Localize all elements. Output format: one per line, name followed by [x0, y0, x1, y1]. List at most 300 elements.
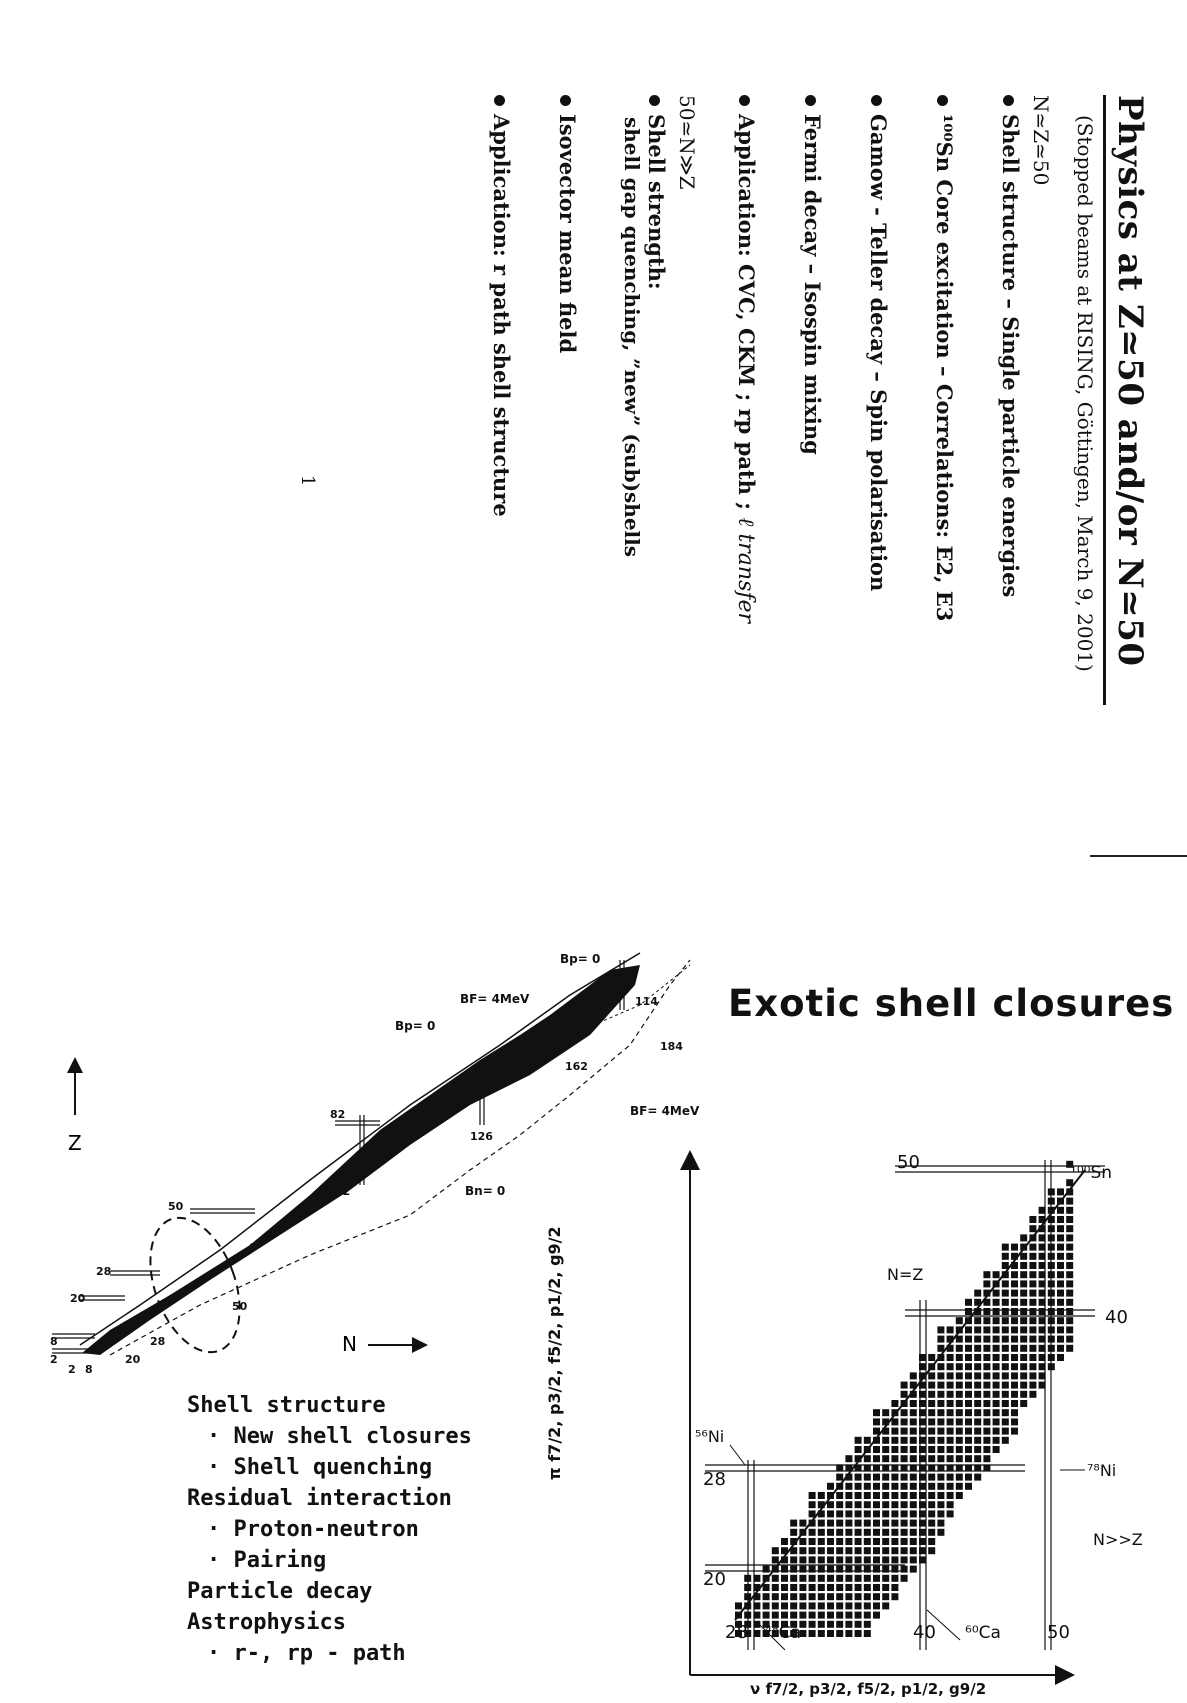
nucleus-cell — [772, 1602, 779, 1609]
nucleus-cell — [974, 1336, 981, 1343]
nucleus-cell — [937, 1529, 944, 1536]
section-heading-nz: N≃Z≃50 — [1029, 95, 1053, 186]
nucleus-cell — [956, 1317, 963, 1324]
bullet-icon — [739, 95, 750, 106]
nucleus-cell — [965, 1363, 972, 1370]
nucleus-cell — [1057, 1271, 1064, 1278]
nucleus-cell — [983, 1280, 990, 1287]
n-axis-label: N — [342, 1332, 357, 1356]
nucleus-cell — [818, 1584, 825, 1591]
nucleus-cell — [809, 1602, 816, 1609]
nucleus-cell — [809, 1612, 816, 1619]
nucleus-cell — [891, 1520, 898, 1527]
nucleus-cell — [956, 1400, 963, 1407]
label-n-equals-z: N=Z — [887, 1265, 924, 1284]
nucleus-cell — [1066, 1336, 1073, 1343]
nucleus-cell — [1029, 1326, 1036, 1333]
nucleus-cell — [947, 1326, 954, 1333]
nucleus-cell — [928, 1529, 935, 1536]
nucleus-cell — [974, 1437, 981, 1444]
nucleus-cell — [827, 1575, 834, 1582]
nucleus-cell — [864, 1547, 871, 1554]
nucleus-cell — [974, 1372, 981, 1379]
n-magic-20: 20 — [125, 1353, 141, 1366]
x-axis-title: ν f7/2, p3/2, f5/2, p1/2, g9/2 — [750, 1680, 987, 1698]
nucleus-cell — [983, 1428, 990, 1435]
n-magic-28: 28 — [150, 1335, 166, 1348]
nucleus-cell — [974, 1428, 981, 1435]
nucleus-cell — [983, 1437, 990, 1444]
nucleus-cell — [1002, 1345, 1009, 1352]
nucleus-cell — [937, 1474, 944, 1481]
nucleus-cell — [1029, 1299, 1036, 1306]
nucleus-cell — [1020, 1372, 1027, 1379]
nucleus-cell — [983, 1446, 990, 1453]
nucleus-cell — [1020, 1308, 1027, 1315]
nucleus-cell — [928, 1354, 935, 1361]
nucleus-cell — [855, 1630, 862, 1637]
nucleus-cell — [864, 1630, 871, 1637]
nucleus-cell — [947, 1483, 954, 1490]
nucleus-cell — [1066, 1244, 1073, 1251]
nucleus-cell — [993, 1326, 1000, 1333]
nucleus-cell — [983, 1326, 990, 1333]
nucleus-cell — [864, 1474, 871, 1481]
nucleus-cell — [1002, 1382, 1009, 1389]
nucleus-cell — [937, 1400, 944, 1407]
nucleus-cell — [855, 1602, 862, 1609]
nucleus-cell — [873, 1510, 880, 1517]
nucleus-cell — [928, 1382, 935, 1389]
nucleus-cell — [882, 1593, 889, 1600]
nucleus-cell — [993, 1290, 1000, 1297]
nucleus-cell — [855, 1547, 862, 1554]
nucleus-cell — [873, 1612, 880, 1619]
nucleus-cell — [1011, 1317, 1018, 1324]
nucleus-cell — [781, 1575, 788, 1582]
nucleus-cell — [1011, 1428, 1018, 1435]
nucleus-cell — [1020, 1336, 1027, 1343]
nucleus-cell — [1066, 1225, 1073, 1232]
z-magic-28: 28 — [96, 1265, 112, 1278]
nucleus-cell — [818, 1547, 825, 1554]
nucleus-cell — [873, 1455, 880, 1462]
nucleus-cell — [845, 1621, 852, 1628]
nucleus-cell — [928, 1428, 935, 1435]
nucleus-cell — [1011, 1308, 1018, 1315]
nucleus-cell — [983, 1363, 990, 1370]
nucleus-cell — [1066, 1234, 1073, 1241]
nucleus-cell — [845, 1455, 852, 1462]
nucleus-cell — [799, 1538, 806, 1545]
nucleus-cell — [1066, 1326, 1073, 1333]
nucleus-cell — [891, 1510, 898, 1517]
nucleus-cell — [809, 1621, 816, 1628]
nucleus-cell — [1011, 1271, 1018, 1278]
label-60ca: ⁶⁰Ca — [965, 1623, 1001, 1643]
nucleus-cell — [910, 1446, 917, 1453]
nucleus-cell — [855, 1446, 862, 1453]
nucleus-cell — [882, 1501, 889, 1508]
nucleus-cell — [1020, 1299, 1027, 1306]
nucleus-cell — [790, 1556, 797, 1563]
page-divider — [1090, 855, 1187, 857]
nucleus-cell — [1029, 1382, 1036, 1389]
nucleus-cell — [836, 1584, 843, 1591]
nucleus-cell — [827, 1547, 834, 1554]
shell-strength-detail: shell gap quenching, ”new” (sub)shells — [620, 117, 644, 558]
nucleus-cell — [864, 1455, 871, 1462]
nucleus-cell — [901, 1437, 908, 1444]
nucleus-cell — [836, 1547, 843, 1554]
nucleus-cell — [873, 1446, 880, 1453]
nucleus-cell — [1020, 1400, 1027, 1407]
nucleus-cell — [1029, 1372, 1036, 1379]
nucleus-cell — [882, 1474, 889, 1481]
nucleus-cell — [965, 1400, 972, 1407]
nucleus-cell — [965, 1409, 972, 1416]
nucleus-cell — [845, 1584, 852, 1591]
nucleus-cell — [763, 1584, 770, 1591]
nucleus-cell — [1029, 1308, 1036, 1315]
nucleus-cell — [1066, 1253, 1073, 1260]
nucleus-cell — [1011, 1409, 1018, 1416]
bullet-item: ¹⁰⁰Sn Core excitation – Correlations: E2, E3 — [932, 95, 957, 875]
nucleus-cell — [983, 1400, 990, 1407]
nucleus-cell — [993, 1271, 1000, 1278]
nucleus-cell — [836, 1621, 843, 1628]
nucleus-cell — [891, 1437, 898, 1444]
nucleus-cell — [790, 1612, 797, 1619]
nucleus-cell — [845, 1612, 852, 1619]
nucleus-cell — [1011, 1354, 1018, 1361]
nucleus-cell — [1066, 1280, 1073, 1287]
nucleus-cell — [965, 1372, 972, 1379]
n-magic-184: 184 — [660, 1040, 683, 1053]
nucleus-cell — [781, 1584, 788, 1591]
nucleus-cell — [928, 1437, 935, 1444]
nucleus-cell — [818, 1492, 825, 1499]
nucleus-cell — [864, 1612, 871, 1619]
nucleus-cell — [1020, 1262, 1027, 1269]
nucleus-cell — [965, 1455, 972, 1462]
nucleus-cell — [1002, 1299, 1009, 1306]
nucleus-cell — [901, 1492, 908, 1499]
nucleus-cell — [891, 1593, 898, 1600]
nucleus-cell — [1011, 1299, 1018, 1306]
nucleus-cell — [1057, 1216, 1064, 1223]
nucleus-cell — [1011, 1290, 1018, 1297]
nucleus-cell — [891, 1547, 898, 1554]
nucleus-cell — [873, 1575, 880, 1582]
nucleus-cell — [836, 1492, 843, 1499]
nucleus-cell — [965, 1391, 972, 1398]
nucleus-cell — [1057, 1280, 1064, 1287]
nucleus-cell — [827, 1602, 834, 1609]
bullet-item-application: Application: CVC, CKM ; rp path ; ℓ transfer — [733, 95, 759, 875]
nucleus-cell — [855, 1612, 862, 1619]
nucleus-cell — [947, 1354, 954, 1361]
nucleus-cell — [873, 1492, 880, 1499]
nucleus-cell — [937, 1501, 944, 1508]
nucleus-cell — [855, 1520, 862, 1527]
nucleus-cell — [864, 1593, 871, 1600]
nucleus-cell — [781, 1593, 788, 1600]
nucleus-cell — [891, 1474, 898, 1481]
nucleus-cell — [1002, 1317, 1009, 1324]
z-tick-20: 20 — [703, 1569, 726, 1590]
nucleus-cell — [947, 1418, 954, 1425]
nucleus-cell — [873, 1418, 880, 1425]
nucleus-cell — [937, 1382, 944, 1389]
nucleus-cell — [772, 1593, 779, 1600]
nucleus-cell — [1029, 1253, 1036, 1260]
nucleus-cell — [910, 1455, 917, 1462]
bullet-item-shell-strength: Shell strength: — [644, 95, 669, 875]
nucleus-cell — [799, 1593, 806, 1600]
nucleus-cell — [1057, 1336, 1064, 1343]
nucleus-cell — [891, 1575, 898, 1582]
bullet-item: Gamow - Teller decay – Spin polarisation — [866, 95, 891, 875]
nucleus-cell — [910, 1538, 917, 1545]
nucleus-cell — [1011, 1244, 1018, 1251]
nucleus-cell — [790, 1584, 797, 1591]
nucleus-cell — [993, 1437, 1000, 1444]
nucleus-cell — [1020, 1326, 1027, 1333]
nucleus-cell — [1029, 1290, 1036, 1297]
nucleus-cell — [882, 1602, 889, 1609]
n-magic-162: 162 — [565, 1060, 588, 1073]
nucleus-cell — [947, 1446, 954, 1453]
nucleus-cell — [873, 1483, 880, 1490]
nucleus-cell — [1066, 1207, 1073, 1214]
nucleus-cell — [1057, 1354, 1064, 1361]
nucleus-cell — [947, 1382, 954, 1389]
nucleus-cell — [882, 1520, 889, 1527]
nucleus-cell — [809, 1547, 816, 1554]
nucleus-cell — [993, 1382, 1000, 1389]
nucleus-cell — [882, 1455, 889, 1462]
nucleus-cell — [864, 1437, 871, 1444]
nucleus-cell — [799, 1520, 806, 1527]
nucleus-cell — [864, 1602, 871, 1609]
nucleus-cell — [928, 1400, 935, 1407]
nucleus-cell — [827, 1529, 834, 1536]
nucleus-cell — [809, 1501, 816, 1508]
nucleus-cell — [910, 1566, 917, 1573]
nucleus-cell — [873, 1538, 880, 1545]
nucleus-cell — [855, 1492, 862, 1499]
nucleus-cell — [937, 1418, 944, 1425]
list-item: Astrophysics — [187, 1610, 346, 1635]
nucleus-cell — [965, 1345, 972, 1352]
nucleus-cell — [983, 1418, 990, 1425]
nucleus-cell — [818, 1593, 825, 1600]
nucleus-cell — [947, 1437, 954, 1444]
nucleus-cell — [827, 1612, 834, 1619]
nucleus-cell — [864, 1621, 871, 1628]
nucleus-cell — [956, 1428, 963, 1435]
nucleus-cell — [901, 1382, 908, 1389]
nucleus-cell — [864, 1584, 871, 1591]
shell-region-chart — [665, 1152, 1143, 1680]
nucleus-cell — [1057, 1207, 1064, 1214]
nucleus-cell — [781, 1602, 788, 1609]
nucleus-cell — [845, 1483, 852, 1490]
nucleus-cell — [799, 1547, 806, 1554]
nucleus-cell — [836, 1510, 843, 1517]
z-magic-2: 2 — [50, 1353, 58, 1366]
page-title: Physics at Z≃50 and/or N≃50 — [1110, 95, 1150, 667]
nucleus-cell — [1011, 1336, 1018, 1343]
z-magic-20: 20 — [70, 1292, 86, 1305]
z-tick-28: 28 — [703, 1469, 726, 1490]
rotated-text-block — [270, 95, 1150, 875]
nucleus-cell — [965, 1326, 972, 1333]
bullet-icon — [560, 95, 571, 106]
nucleus-cell — [993, 1446, 1000, 1453]
n-tick-28: 28 — [725, 1622, 748, 1643]
nucleus-cell — [827, 1483, 834, 1490]
nucleus-cell — [809, 1593, 816, 1600]
nucleus-cell — [965, 1446, 972, 1453]
nucleus-cell — [910, 1547, 917, 1554]
nucleus-cell — [1002, 1280, 1009, 1287]
nucleus-cell — [855, 1529, 862, 1536]
bullet-icon — [805, 95, 816, 106]
nucleus-cell — [956, 1409, 963, 1416]
nucleus-cell — [790, 1520, 797, 1527]
nucleus-cell — [956, 1336, 963, 1343]
nucleus-cell — [790, 1575, 797, 1582]
label-78ni: ⁷⁸Ni — [1087, 1461, 1117, 1480]
nucleus-cell — [974, 1409, 981, 1416]
nucleus-cell — [928, 1483, 935, 1490]
nucleus-cell — [763, 1612, 770, 1619]
nucleus-cell — [891, 1446, 898, 1453]
nucleus-cell — [1029, 1345, 1036, 1352]
label-bf-right: BF= 4MeV — [630, 1104, 700, 1118]
nucleus-cell — [827, 1501, 834, 1508]
nucleus-cell — [901, 1529, 908, 1536]
nucleus-cell — [882, 1575, 889, 1582]
nucleus-cell — [983, 1372, 990, 1379]
nucleus-cell — [956, 1418, 963, 1425]
nucleus-cell — [901, 1409, 908, 1416]
nucleus-cell — [965, 1299, 972, 1306]
nucleus-cell — [1020, 1271, 1027, 1278]
bullet-item: Application: r path shell structure — [489, 95, 514, 875]
nucleus-cell — [891, 1584, 898, 1591]
nucleus-cell — [1020, 1363, 1027, 1370]
nucleus-cell — [928, 1391, 935, 1398]
nucleus-cell — [947, 1409, 954, 1416]
nucleus-cell — [901, 1455, 908, 1462]
nucleus-cell — [1002, 1253, 1009, 1260]
nucleus-cell — [1002, 1409, 1009, 1416]
nucleus-cell — [1029, 1271, 1036, 1278]
nucleus-cell — [873, 1409, 880, 1416]
nucleus-cell — [1011, 1372, 1018, 1379]
nucleus-cell — [845, 1520, 852, 1527]
nucleus-cell — [1029, 1317, 1036, 1324]
nucleus-cell — [1002, 1308, 1009, 1315]
nucleus-cell — [947, 1363, 954, 1370]
nucleus-cell — [781, 1538, 788, 1545]
nucleus-cell — [772, 1584, 779, 1591]
nucleus-cell — [910, 1556, 917, 1563]
nucleus-cell — [1029, 1391, 1036, 1398]
nucleus-cell — [956, 1483, 963, 1490]
nucleus-cell — [1002, 1428, 1009, 1435]
nucleus-cell — [790, 1602, 797, 1609]
nucleus-cell — [882, 1492, 889, 1499]
page-number: 1 — [297, 475, 318, 487]
label-bn0: Bn= 0 — [465, 1184, 506, 1198]
nucleus-cell — [772, 1556, 779, 1563]
nuclide-chart — [50, 945, 770, 1376]
nucleus-cell — [855, 1483, 862, 1490]
nucleus-cell — [901, 1474, 908, 1481]
nucleus-cell — [956, 1363, 963, 1370]
nucleus-cell — [882, 1510, 889, 1517]
nucleus-cell — [974, 1391, 981, 1398]
nucleus-cell — [993, 1317, 1000, 1324]
nucleus-cell — [956, 1382, 963, 1389]
nucleus-cell — [1057, 1234, 1064, 1241]
nucleus-cell — [891, 1529, 898, 1536]
nucleus-cell — [864, 1501, 871, 1508]
nucleus-cell — [928, 1547, 935, 1554]
nucleus-cell — [1029, 1262, 1036, 1269]
nucleus-cell — [993, 1345, 1000, 1352]
nucleus-cell — [947, 1455, 954, 1462]
nucleus-cell — [1011, 1400, 1018, 1407]
nucleus-cell — [1002, 1363, 1009, 1370]
n-magic-8: 8 — [85, 1363, 93, 1376]
nucleus-cell — [910, 1520, 917, 1527]
z-magic-82: 82 — [330, 1108, 346, 1121]
nucleus-cell — [845, 1501, 852, 1508]
nucleus-cell — [974, 1382, 981, 1389]
nucleus-cell — [1029, 1363, 1036, 1370]
nucleus-cell — [891, 1418, 898, 1425]
nucleus-cell — [809, 1492, 816, 1499]
nucleus-cell — [790, 1529, 797, 1536]
nucleus-cell — [974, 1345, 981, 1352]
nucleus-cell — [956, 1492, 963, 1499]
nucleus-cell — [855, 1510, 862, 1517]
nucleus-cell — [1066, 1345, 1073, 1352]
nucleus-cell — [956, 1354, 963, 1361]
nucleus-cell — [910, 1492, 917, 1499]
nucleus-cell — [937, 1363, 944, 1370]
nucleus-cell — [827, 1621, 834, 1628]
nucleus-cell — [1020, 1280, 1027, 1287]
nucleus-cell — [845, 1556, 852, 1563]
nucleus-cell — [965, 1382, 972, 1389]
nucleus-cell — [763, 1602, 770, 1609]
nucleus-cell — [864, 1538, 871, 1545]
nucleus-cell — [1002, 1437, 1009, 1444]
nucleus-cell — [910, 1529, 917, 1536]
z-magic-114: 114 — [635, 995, 658, 1008]
nucleus-cell — [855, 1501, 862, 1508]
nucleus-cell — [947, 1501, 954, 1508]
nucleus-cell — [993, 1428, 1000, 1435]
nucleus-cell — [809, 1575, 816, 1582]
nucleus-cell — [809, 1584, 816, 1591]
